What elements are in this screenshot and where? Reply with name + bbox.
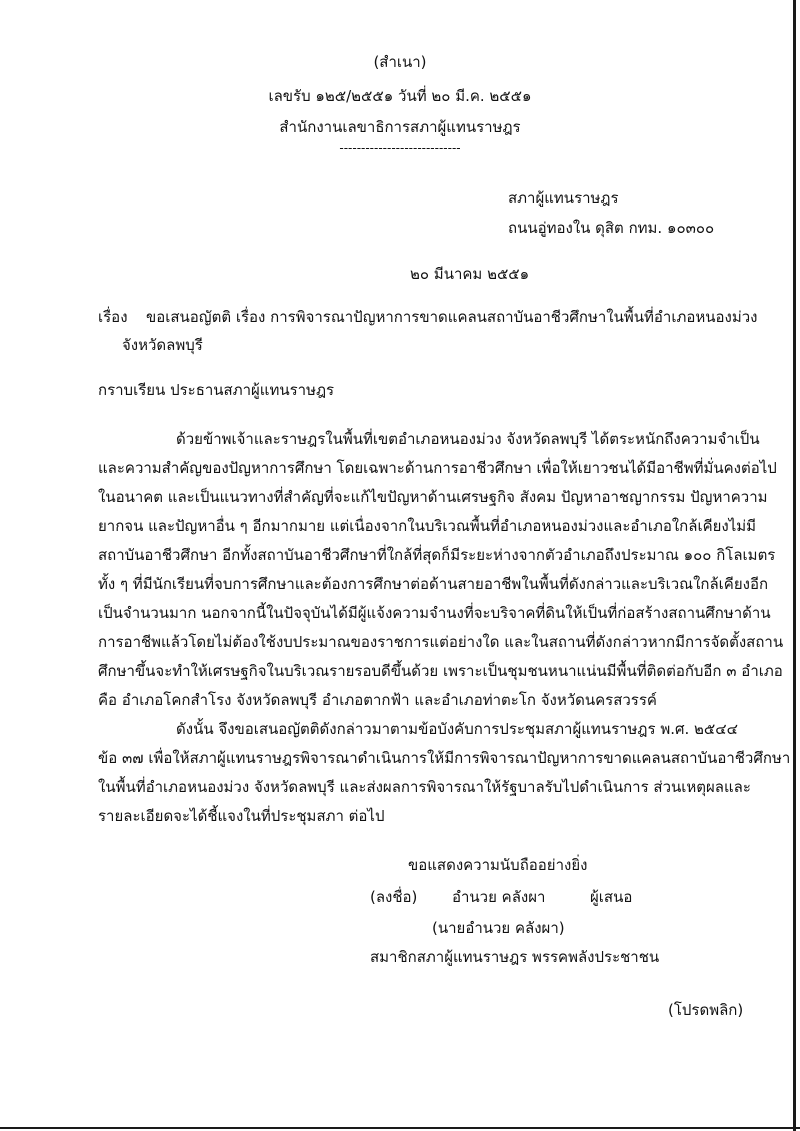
- receipt-line: เลขรับ ๑๒๕/๒๕๕๑ วันที่ ๒๐ มี.ค. ๒๕๕๑: [268, 87, 532, 105]
- body-line: ในอนาคต และเป็นแนวทางที่สำคัญที่จะแก้ไขปัญหาด้านเศรษฐกิจ สังคม ปัญหาอาชญากรรม ปัญหาความ: [98, 488, 768, 506]
- header-divider: ----------------------------: [339, 141, 461, 155]
- body-line: เป็นจำนวนมาก นอกจากนี้ในปัจจุบันได้มีผู้แจ้งความจำนงที่จะบริจาคที่ดินให้เป็นที่ก่อสร้างสถานศึกษาด้าน: [98, 604, 771, 622]
- body-line: ศึกษาขึ้นจะทำให้เศรษฐกิจในบริเวณรายรอบดีขึ้นด้วย เพราะเป็นชุมชนหนาแน่นมีพื้นที่ติดต่อกับอีก ๓ อำเภอ: [98, 662, 783, 680]
- sign-label: (ลงชื่อ): [370, 888, 418, 906]
- letter-date: ๒๐ มีนาคม ๒๕๕๑: [410, 265, 530, 283]
- signer-name: อำนวย คลังผา: [452, 888, 546, 906]
- copy-mark: (สำเนา): [373, 53, 427, 71]
- body-line-last: รายละเอียดจะได้ชี้แจงในที่ประชุมสภา ต่อไป: [98, 807, 385, 825]
- salutation: กราบเรียน ประธานสภาผู้แทนราษฎร: [98, 381, 335, 399]
- subject-line-2: จังหวัดลพบุรี: [122, 336, 203, 354]
- body-line: ทั้ง ๆ ที่มีนักเรียนที่จบการศึกษาและต้องการศึกษาต่อด้านสายอาชีพในพื้นที่ดังกล่าวและบริเวณใกล้เคียงอีก: [98, 575, 769, 593]
- subject-line-1: ขอเสนอญัตติ เรื่อง การพิจารณาปัญหาการขาดแคลนสถาบันอาชีวศึกษาในพื้นที่อำเภอหนองม่วง: [146, 308, 758, 326]
- subject-label: เรื่อง: [98, 308, 128, 326]
- body-line: และความสำคัญของปัญหาการศึกษา โดยเฉพาะด้านการอาชีวศึกษา เพื่อให้เยาวชนได้มีอาชีพที่มั่นคงต่อไป: [98, 459, 777, 477]
- body-line: สถาบันอาชีวศึกษา อีกทั้งสถาบันอาชีวศึกษาที่ใกล้ที่สุดก็มีระยะห่างจากตัวอำเภอถึงประมาณ ๑๐๐ กิโลเมตร: [98, 546, 776, 564]
- address-line-1: สภาผู้แทนราษฎร: [508, 189, 619, 207]
- body-line-last: คือ อำเภอโคกสำโรง จังหวัดลพบุรี อำเภอตากฟ้า และอำเภอท่าตะโก จังหวัดนครสวรรค์: [98, 691, 657, 709]
- closing-regards: ขอแสดงความนับถืออย่างยิ่ง: [408, 856, 588, 874]
- signer-full-name: (นายอำนวย คลังผา): [432, 919, 565, 937]
- body-line: ข้อ ๓๗ เพื่อให้สภาผู้แทนราษฎรพิจารณาดำเนินการให้มีการพิจารณาปัญหาการขาดแคลนสถาบันอาชีวศึกษา: [98, 749, 791, 767]
- signer-role: ผู้เสนอ: [590, 888, 633, 906]
- signer-position: สมาชิกสภาผู้แทนราษฎร พรรคพลังประชาชน: [370, 948, 660, 966]
- body-line: ดังนั้น จึงขอเสนอญัตติดังกล่าวมาตามข้อบังคับการประชุมสภาผู้แทนราษฎร พ.ศ. ๒๕๔๔: [176, 720, 738, 738]
- body-line: การอาชีพแล้วโดยไม่ต้องใช้งบประมาณของราชการแต่อย่างใด และในสถานที่ดังกล่าวหากมีการจัดตั้งสถาน: [98, 633, 784, 651]
- body-line: ยากจน และปัญหาอื่น ๆ อีกมากมาย แต่เนื่องจากในบริเวณพื้นที่อำเภอหนองม่วงและอำเภอใกล้เคียงไม่มี: [98, 517, 757, 535]
- page-edge-bottom: [0, 1127, 800, 1129]
- office-name: สำนักงานเลขาธิการสภาผู้แทนราษฎร: [279, 118, 521, 136]
- address-line-2: ถนนอู่ทองใน ดุสิต กทม. ๑๐๓๐๐: [508, 219, 715, 237]
- turn-over-note: (โปรดพลิก): [668, 1001, 744, 1019]
- page-edge-right: [793, 0, 796, 1131]
- body-line: ในพื้นที่อำเภอหนองม่วง จังหวัดลพบุรี และส่งผลการพิจารณาให้รัฐบาลรับไปดำเนินการ ส่วนเหตุผลและ: [98, 778, 751, 796]
- body-line: ด้วยข้าพเจ้าและราษฎรในพื้นที่เขตอำเภอหนองม่วง จังหวัดลพบุรี ได้ตระหนักถึงความจำเป็น: [176, 430, 760, 448]
